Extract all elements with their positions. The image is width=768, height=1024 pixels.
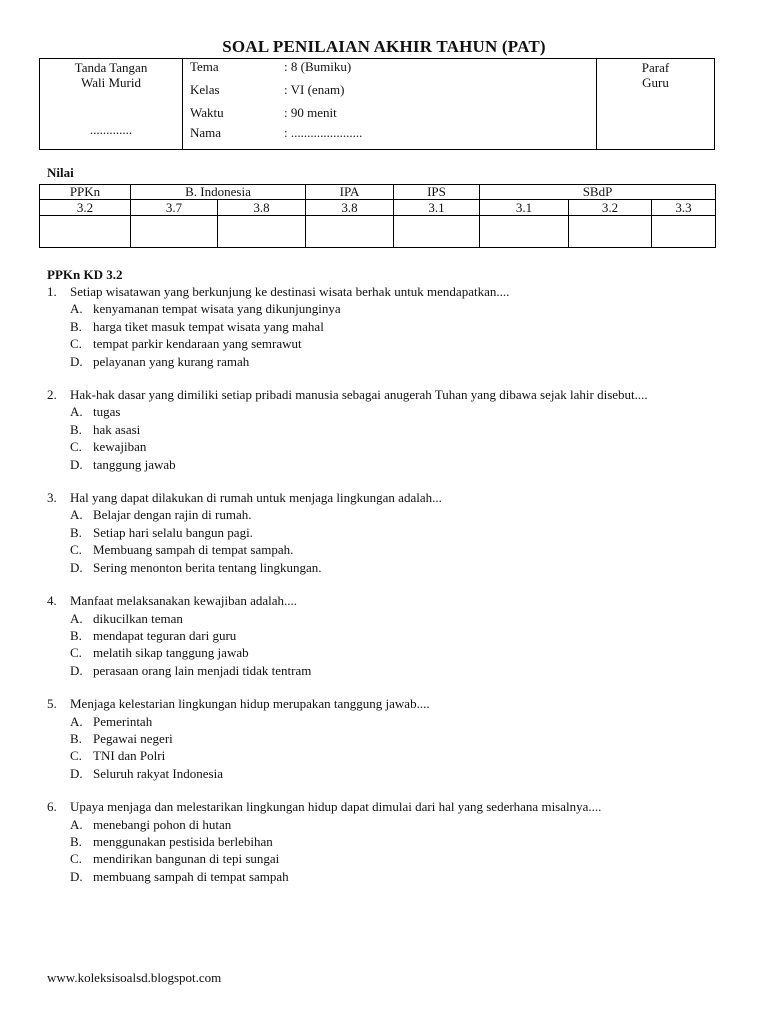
answer-option: [47, 868, 727, 885]
exam-info-cell: [182, 59, 596, 149]
score-cell: [394, 216, 480, 248]
option-letter: A.: [70, 301, 83, 317]
option-letter: B.: [70, 421, 82, 437]
field-value: : 90 menit: [284, 105, 337, 120]
option-letter: C.: [70, 336, 82, 352]
option-letter: C.: [70, 851, 82, 867]
option-text: Sering menonton berita tentang lingkungan.: [93, 559, 322, 575]
option-letter: B.: [70, 627, 82, 643]
answer-option: [47, 506, 727, 523]
answer-option: [47, 353, 727, 370]
answer-option: [47, 662, 727, 679]
field-kelas: [190, 82, 344, 98]
question-number: 6.: [47, 799, 57, 815]
question-number: 5.: [47, 696, 57, 712]
option-text: membuang sampah di tempat sampah: [93, 868, 289, 884]
question: [47, 283, 727, 370]
answer-option: [47, 627, 727, 644]
question: [47, 695, 727, 782]
option-letter: D.: [70, 765, 83, 781]
answer-option: [47, 421, 727, 438]
option-letter: D.: [70, 662, 83, 678]
question: [47, 592, 727, 679]
answer-option: [47, 610, 727, 627]
answer-option: [47, 644, 727, 661]
section-title: PPKn KD 3.2: [47, 267, 123, 282]
answer-option: [47, 403, 727, 420]
option-letter: D.: [70, 559, 83, 575]
question-text: Upaya menjaga dan melestarikan lingkungan hidup dapat dimulai dari hal yang sederhana misalnya....: [70, 799, 602, 815]
question-text: Manfaat melaksanakan kewajiban adalah....: [70, 593, 298, 609]
option-text: perasaan orang lain menjadi tidak tentram: [93, 662, 312, 678]
option-letter: B.: [70, 833, 82, 849]
answer-option: [47, 318, 727, 335]
option-letter: A.: [70, 816, 83, 832]
exam-header-box: [39, 58, 715, 150]
answer-option: [47, 456, 727, 473]
score-cell: [131, 216, 218, 248]
option-text: menggunakan pestisida berlebihan: [93, 833, 273, 849]
option-letter: B.: [70, 524, 82, 540]
kd-row: [40, 200, 716, 216]
option-text: tugas: [93, 404, 121, 420]
answer-option: [47, 524, 727, 541]
score-cell: [218, 216, 306, 248]
question-number: 1.: [47, 284, 57, 299]
option-text: kenyamanan tempat wisata yang dikunjunginya: [93, 301, 341, 317]
field-label: Kelas: [190, 82, 220, 97]
field-value: : 8 (Bumiku): [284, 59, 352, 74]
answer-option: [47, 833, 727, 850]
option-text: mendapat teguran dari guru: [93, 627, 237, 643]
question: [47, 386, 727, 473]
option-letter: A.: [70, 507, 83, 523]
question-number: 3.: [47, 490, 57, 506]
option-text: TNI dan Polri: [93, 748, 166, 764]
kd-cell: 3.2: [40, 200, 131, 216]
answer-option: [47, 300, 727, 317]
teacher-paraf-cell: [596, 59, 714, 149]
option-text: harga tiket masuk tempat wisata yang mahal: [93, 318, 324, 334]
answer-option: [47, 541, 727, 558]
kd-cell: 3.8: [306, 200, 394, 216]
option-text: tempat parkir kendaraan yang semrawut: [93, 336, 302, 352]
paraf-label-line-2: Guru: [642, 75, 669, 90]
kd-cell: 3.7: [131, 200, 218, 216]
question-number: 4.: [47, 593, 57, 609]
option-letter: D.: [70, 456, 83, 472]
score-entry-row: [40, 216, 716, 248]
answer-option: [47, 850, 727, 867]
option-text: kewajiban: [93, 439, 147, 455]
option-letter: C.: [70, 748, 82, 764]
score-cell: [40, 216, 131, 248]
option-text: Belajar dengan rajin di rumah.: [93, 507, 252, 523]
subject-sbdp: SBdP: [480, 185, 716, 200]
score-table: [39, 184, 716, 248]
question-text: Hak-hak dasar yang dimiliki setiap pribadi manusia sebagai anugerah Tuhan yang dibawa sejak lahir disebut....: [70, 387, 648, 403]
subject-ppkn: PPKn: [40, 185, 131, 200]
option-letter: C.: [70, 439, 82, 455]
subject-ipa: IPA: [306, 185, 394, 200]
option-text: mendirikan bangunan di tepi sungai: [93, 851, 280, 867]
page-title: SOAL PENILAIAN AKHIR TAHUN (PAT): [222, 37, 546, 56]
kd-cell: 3.1: [480, 200, 569, 216]
field-label: Waktu: [190, 105, 224, 120]
paraf-label-line-1: Paraf: [641, 60, 670, 75]
field-label: Tema: [190, 59, 219, 74]
option-letter: C.: [70, 542, 82, 558]
option-text: Pegawai negeri: [93, 730, 173, 746]
field-tema: [190, 59, 351, 75]
option-letter: B.: [70, 318, 82, 334]
option-text: tanggung jawab: [93, 456, 176, 472]
option-letter: A.: [70, 404, 83, 420]
footer-url: www.koleksisoalsd.blogspot.com: [47, 970, 222, 985]
subject-ips: IPS: [394, 185, 480, 200]
option-text: pelayanan yang kurang ramah: [93, 353, 250, 369]
answer-option: [47, 747, 727, 764]
signature-label-line-1: Tanda Tangan: [74, 60, 148, 75]
field-nama: [190, 125, 362, 141]
option-text: hak asasi: [93, 421, 141, 437]
answer-option: [47, 559, 727, 576]
subject-row: [40, 185, 716, 200]
answer-option: [47, 335, 727, 352]
score-cell: [652, 216, 716, 248]
field-value: : VI (enam): [284, 82, 345, 97]
option-letter: D.: [70, 868, 83, 884]
kd-cell: 3.3: [652, 200, 716, 216]
option-text: Pemerintah: [93, 713, 153, 729]
option-text: melatih sikap tanggung jawab: [93, 645, 249, 661]
question-number: 2.: [47, 387, 57, 403]
field-label: Nama: [190, 125, 222, 140]
score-cell: [306, 216, 394, 248]
question-text: Setiap wisatawan yang berkunjung ke destinasi wisata berhak untuk mendapatkan....: [70, 284, 510, 299]
question-list: [47, 283, 727, 901]
field-value: : ......................: [284, 125, 363, 140]
option-letter: A.: [70, 610, 83, 626]
option-text: menebangi pohon di hutan: [93, 816, 232, 832]
question-text: Menjaga kelestarian lingkungan hidup merupakan tanggung jawab....: [70, 696, 430, 712]
subject-bindonesia: B. Indonesia: [131, 185, 306, 200]
signature-label-line-2: Wali Murid: [81, 75, 141, 90]
option-text: dikucilkan teman: [93, 610, 183, 626]
field-waktu: [190, 105, 337, 121]
answer-option: [47, 765, 727, 782]
question: [47, 798, 727, 885]
nilai-label: Nilai: [47, 165, 74, 180]
score-cell: [480, 216, 569, 248]
kd-cell: 3.1: [394, 200, 480, 216]
option-letter: C.: [70, 645, 82, 661]
option-letter: B.: [70, 730, 82, 746]
kd-cell: 3.8: [218, 200, 306, 216]
question-text: Hal yang dapat dilakukan di rumah untuk menjaga lingkungan adalah...: [70, 490, 442, 506]
option-text: Seluruh rakyat Indonesia: [93, 765, 223, 781]
question: [47, 489, 727, 576]
parent-signature-cell: [40, 59, 183, 149]
answer-option: [47, 816, 727, 833]
option-text: Setiap hari selalu bangun pagi.: [93, 524, 253, 540]
option-letter: D.: [70, 353, 83, 369]
kd-cell: 3.2: [569, 200, 652, 216]
signature-blank: .............: [89, 122, 133, 137]
answer-option: [47, 730, 727, 747]
score-cell: [569, 216, 652, 248]
answer-option: [47, 438, 727, 455]
answer-option: [47, 713, 727, 730]
option-text: Membuang sampah di tempat sampah.: [93, 542, 294, 558]
option-letter: A.: [70, 713, 83, 729]
